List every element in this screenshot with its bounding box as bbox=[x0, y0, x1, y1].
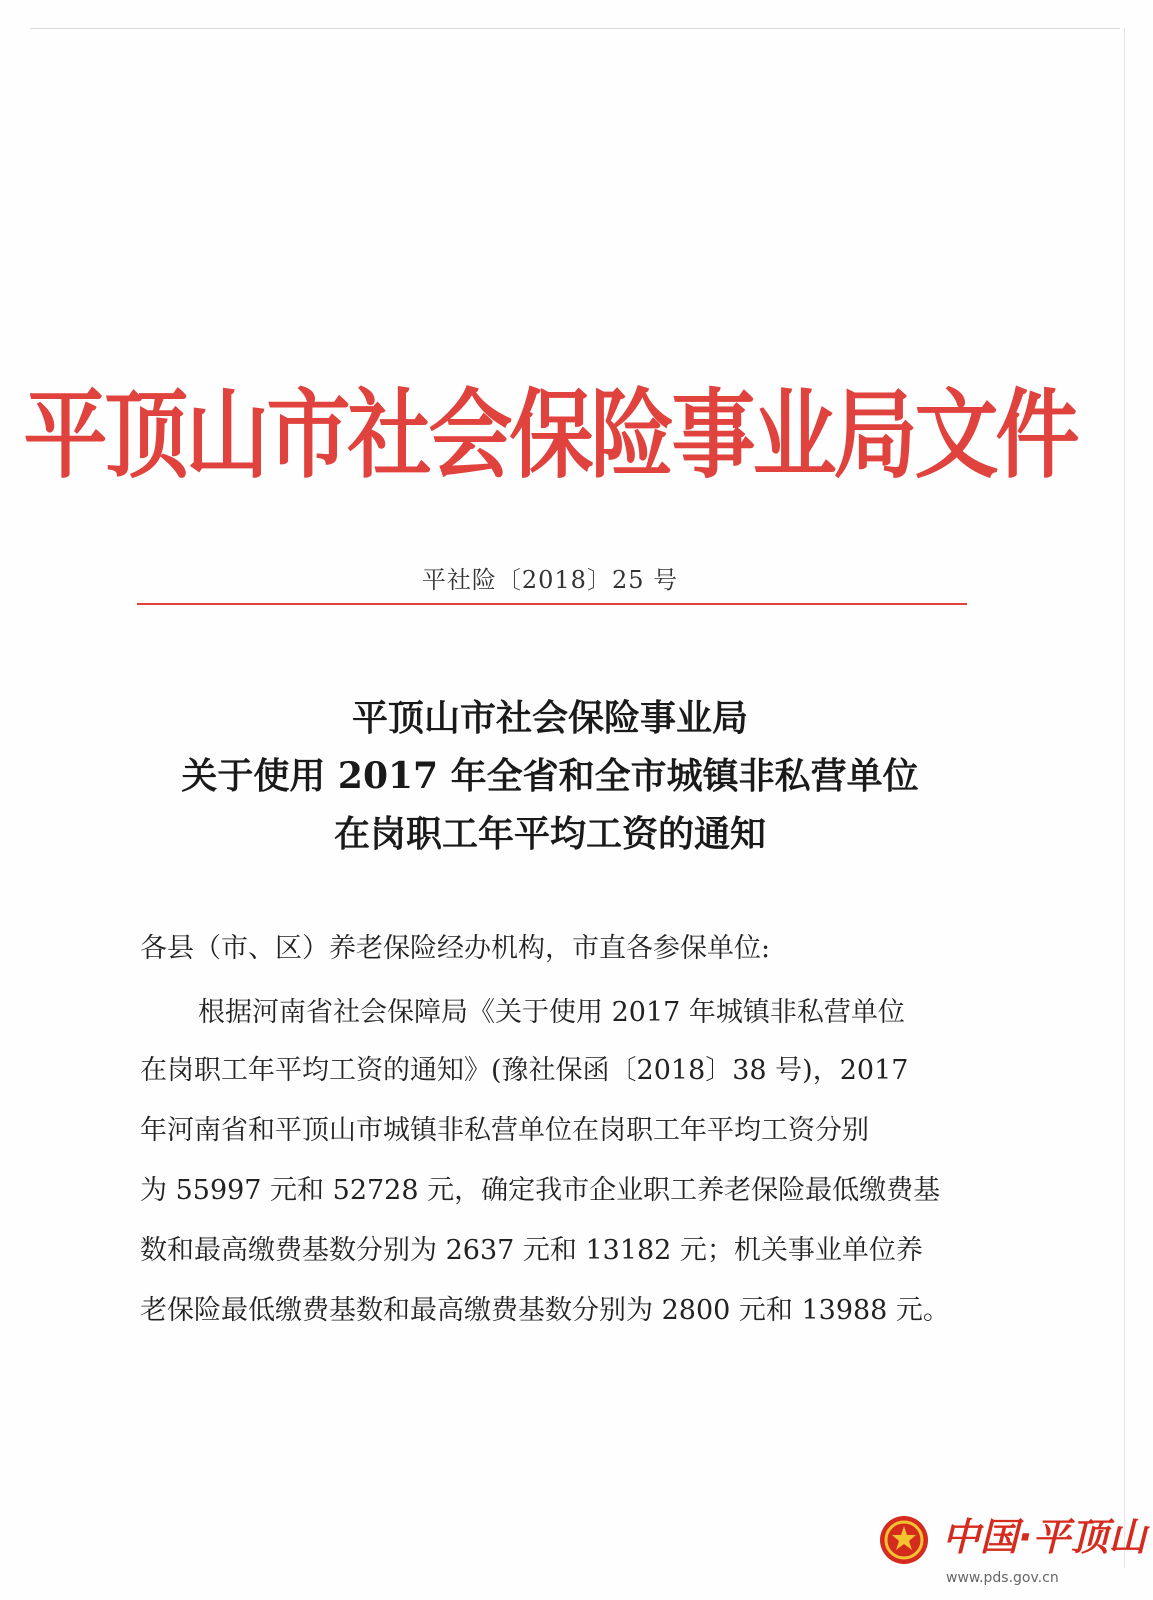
site-logo-text: 中国·平顶山 bbox=[942, 1515, 1147, 1559]
notice-title-line-3: 在岗职工年平均工资的通知 bbox=[333, 813, 766, 855]
scan-edge-top bbox=[30, 28, 1120, 29]
site-logo-url: www.pds.gov.cn bbox=[946, 1570, 1059, 1586]
notice-title-line-1: 平顶山市社会保险事业局 bbox=[351, 697, 748, 739]
body-line-6: 老保险最低缴费基数和最高缴费基数分别为 2800 元和 13988 元。 bbox=[140, 1295, 950, 1326]
issuer-red-header: 平顶山市社会保险事业局文件 bbox=[23, 378, 1077, 492]
body-line-2: 在岗职工年平均工资的通知》(豫社保函〔2018〕38 号)，2017 bbox=[140, 1055, 909, 1086]
red-separator-line bbox=[137, 603, 967, 605]
national-emblem-icon bbox=[878, 1514, 930, 1566]
document-number: 平社险〔2018〕25 号 bbox=[421, 566, 679, 594]
body-line-5: 数和最高缴费基数分别为 2637 元和 13182 元；机关事业单位养 bbox=[140, 1235, 923, 1266]
scan-edge-right bbox=[1124, 28, 1125, 1568]
salutation: 各县（市、区）养老保险经办机构，市直各参保单位: bbox=[140, 933, 771, 964]
body-line-4: 为 55997 元和 52728 元，确定我市企业职工养老保险最低缴费基 bbox=[140, 1175, 941, 1206]
notice-title-line-2: 关于使用 2017 年全省和全市城镇非私营单位 bbox=[181, 755, 919, 797]
body-line-1: 根据河南省社会保障局《关于使用 2017 年城镇非私营单位 bbox=[198, 997, 905, 1028]
body-line-3: 年河南省和平顶山市城镇非私营单位在岗职工年平均工资分别 bbox=[140, 1115, 869, 1146]
